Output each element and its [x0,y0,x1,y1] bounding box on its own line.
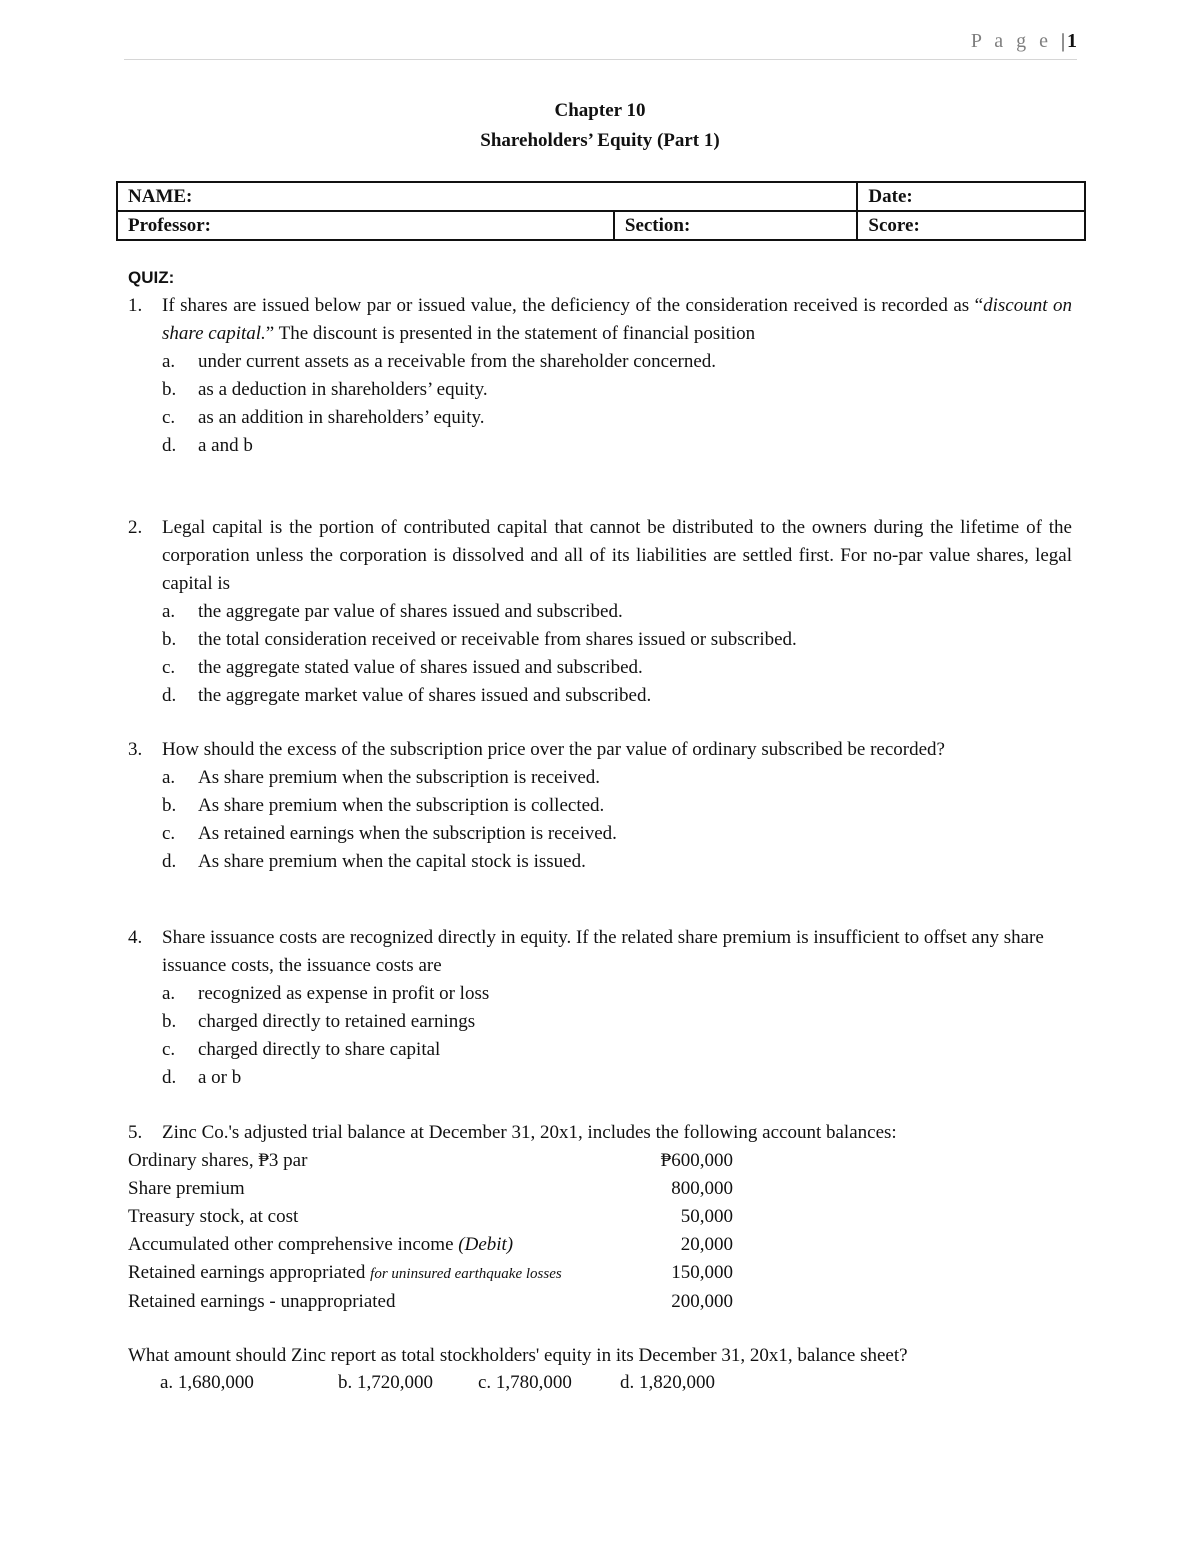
question-number: 4. [128,927,143,948]
option-b[interactable]: b. as a deduction in shareholders’ equity. [162,379,488,400]
student-info-table [116,181,1086,241]
page-label: P a g e [970,30,1052,52]
question-5 [128,1119,1072,1316]
question-2 [128,514,1072,710]
question-1 [128,292,1072,460]
balance-row: Retained earnings - unappropriated 200,000 [128,1291,733,1312]
option-c[interactable]: c. As retained earnings when the subscription is received. [162,823,617,844]
choice-a[interactable]: a. 1,680,000 [160,1372,254,1393]
question-3 [128,736,1072,876]
question-text: Zinc Co.'s adjusted trial balance at December 31, 20x1, includes the following account balances: [162,1122,897,1143]
professor-field[interactable]: Professor: [117,211,614,240]
question-text: Share issuance costs are recognized directly in equity. If the related share premium is insufficient to offset any share issuance costs, the issuance costs are [162,927,1044,976]
page-number: 1 [1067,30,1077,52]
option-b[interactable]: b. the total consideration received or receivable from shares issued or subscribed. [162,629,797,650]
chapter-title: Chapter 10 [554,100,646,121]
question-number: 5. [128,1122,143,1143]
balance-row: Share premium 800,000 [128,1178,733,1199]
option-a[interactable]: a. the aggregate par value of shares issued and subscribed. [162,601,623,622]
section-field[interactable]: Section: [614,211,858,240]
question-number: 2. [128,517,143,538]
page-separator: | [1060,30,1067,52]
page-header [124,30,1077,60]
date-field[interactable]: Date: [857,182,1085,211]
question-5-prompt: What amount should Zinc report as total stockholders' equity in its December 31, 20x1, balance sheet? [128,1345,908,1366]
option-a[interactable]: a. under current assets as a receivable from the shareholder concerned. [162,351,717,372]
question-text: How should the excess of the subscription price over the par value of ordinary subscribed be recorded? [162,739,945,760]
choice-b[interactable]: b. 1,720,000 [338,1372,433,1393]
choice-d[interactable]: d. 1,820,000 [620,1372,715,1393]
chapter-subtitle: Shareholders’ Equity (Part 1) [480,130,720,151]
question-4 [128,924,1072,1092]
option-b[interactable]: b. As share premium when the subscription is collected. [162,795,605,816]
option-c[interactable]: c. the aggregate stated value of shares issued and subscribed. [162,657,643,678]
question-text: Legal capital is the portion of contributed capital that cannot be distributed to the owners during the lifetime of the corporation unless the corporation is dissolved and all of its liabilities are settled first. For no-par value shares, legal capital is [162,517,1072,594]
choice-c[interactable]: c. 1,780,000 [478,1372,572,1393]
balance-row: Ordinary shares, ₱3 par ₱600,000 [128,1150,733,1171]
question-number: 1. [128,295,143,316]
option-d[interactable]: d. a and b [162,435,253,456]
question-number: 3. [128,739,143,760]
score-field[interactable]: Score: [857,211,1085,240]
option-d[interactable]: d. the aggregate market value of shares issued and subscribed. [162,685,652,706]
option-c[interactable]: c. as an addition in shareholders’ equity. [162,407,485,428]
option-d[interactable]: d. As share premium when the capital stock is issued. [162,851,586,872]
question-text: If shares are issued below par or issued value, the deficiency of the consideration received is recorded as “discount on share capital.” The discount is presented in the statement of financial position [162,295,1072,344]
option-b[interactable]: b. charged directly to retained earnings [162,1011,476,1032]
name-field[interactable]: NAME: [117,182,857,211]
balance-row: Retained earnings appropriated for uninsured earthquake losses 150,000 [128,1262,733,1283]
balance-row: Treasury stock, at cost 50,000 [128,1206,733,1227]
option-a[interactable]: a. As share premium when the subscription is received. [162,767,601,788]
option-a[interactable]: a. recognized as expense in profit or loss [162,983,490,1004]
quiz-label: QUIZ: [128,268,175,287]
balance-row: Accumulated other comprehensive income (Debit) 20,000 [128,1234,733,1255]
option-c[interactable]: c. charged directly to share capital [162,1039,441,1060]
option-d[interactable]: d. a or b [162,1067,242,1088]
